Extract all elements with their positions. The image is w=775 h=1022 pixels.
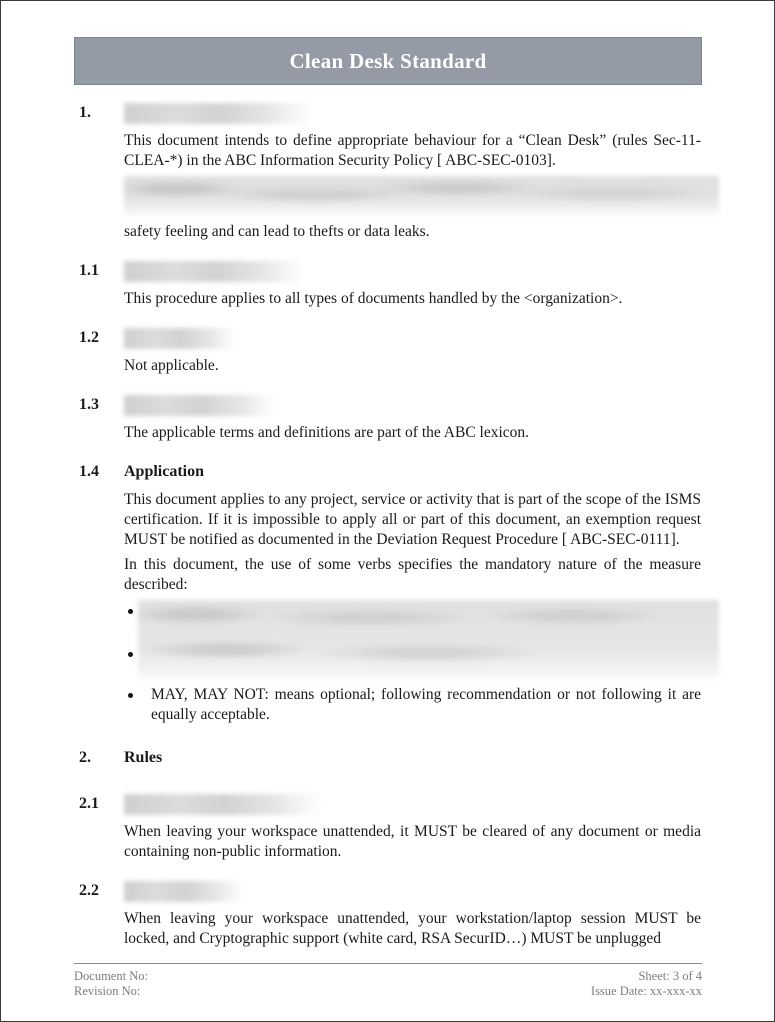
paragraph: The applicable terms and definitions are part of the ABC lexicon. [124,424,530,441]
page-footer [74,963,702,999]
redacted-heading [124,881,242,902]
section-body [124,394,701,448]
bullet-item [124,685,701,730]
section-number: 1.4 [79,463,99,480]
footer-right [591,969,702,999]
section-heading: Rules [124,749,163,766]
document-body [79,85,701,954]
paragraph: safety feeling and can lead to thefts or data leaks. [124,223,430,240]
paragraph: This document applies to any project, service or activity that is part of the scope of the ISMS certification. If it is impossible to apply all or part of this document, an exemption request MUST be notified as documented in the Deviation Request Procedure [ ABC-SEC-0111]. [124,491,701,548]
section-number: 1.1 [79,262,99,279]
section-number: 1. [79,104,91,121]
bullet-dot-icon [128,652,133,657]
section-number: 1.3 [79,396,99,413]
redacted-heading [124,395,274,416]
section-1-3 [79,394,701,448]
footer-left [74,969,148,999]
redacted-bullet-text [138,600,719,680]
bullet-text: MAY, MAY NOT: means optional; following recommendation or not following it are equally acceptable. [151,686,701,723]
section-body [124,793,701,867]
bullet-dot-icon [128,609,133,614]
issue-date: Issue Date: xx-xxx-xx [590,984,702,998]
section-number: 2.1 [79,795,99,812]
paragraph: When leaving your workspace unattended, it MUST be cleared of any document or media containing non-public information. [124,823,701,860]
section-number: 2.2 [79,882,99,899]
redacted-heading [124,261,302,282]
section-number: 2. [79,749,91,766]
sheet-number: Sheet: 3 of 4 [638,969,702,983]
section-2-2 [79,880,701,954]
revision-no-label: Revision No: [74,984,141,998]
document-no-label: Document No: [74,969,148,983]
document-title: Clean Desk Standard [289,48,487,73]
section-1-4 [79,461,701,735]
redacted-bullet-items [124,600,701,680]
section-body [124,260,701,314]
section-body [124,102,701,247]
section-body [124,461,701,735]
redacted-heading [124,103,309,124]
paragraph: This document intends to define appropriate behaviour for a “Clean Desk” (rules Sec-11-CLEA-*) in the ABC Information Security Policy [ ABC-SEC-0103]. [124,132,701,169]
section-2 [79,747,701,776]
paragraph: This procedure applies to all types of documents handled by the <organization>. [124,290,623,307]
bullet-dot-icon [128,693,133,698]
section-1-1 [79,260,701,314]
section-body [124,327,701,381]
section-2-1 [79,793,701,867]
redacted-heading [124,328,234,349]
title-banner [74,37,702,85]
paragraph: In this document, the use of some verbs specifies the mandatory nature of the measure described: [124,556,701,593]
redacted-paragraph [124,176,719,217]
section-1-2 [79,327,701,381]
section-body [124,747,701,776]
redacted-heading [124,794,319,815]
section-1 [79,102,701,247]
section-heading: Application [124,463,205,480]
section-number: 1.2 [79,329,99,346]
section-body [124,880,701,954]
paragraph: Not applicable. [124,357,219,374]
paragraph: When leaving your workspace unattended, your workstation/laptop session MUST be locked, and Cryptographic support (white card, RSA SecurID…) MUST be unplugged [124,910,701,947]
